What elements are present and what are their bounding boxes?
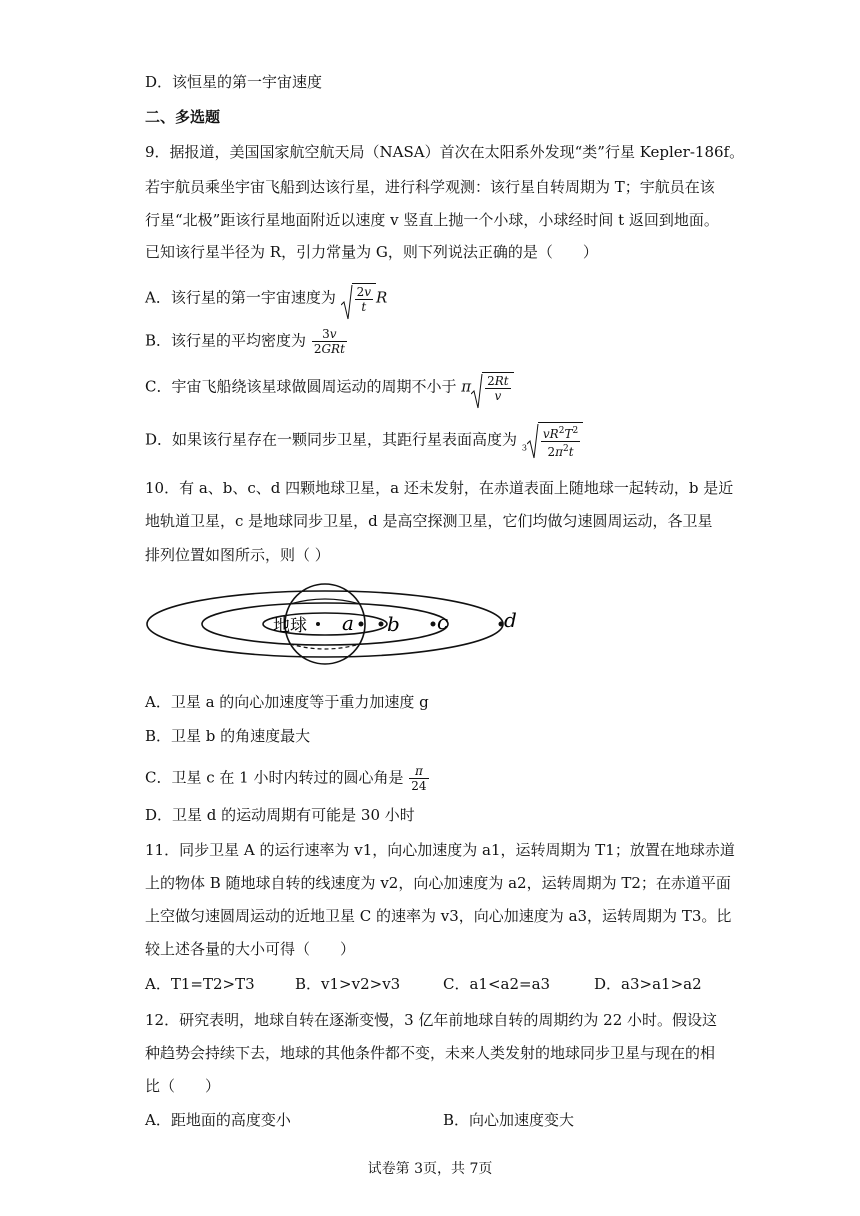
q9-stem-line-4: 已知该行星半径为 R，引力常量为 G，则下列说法正确的是（ ） [145,243,598,261]
q10-option-a: A．卫星 a 的向心加速度等于重力加速度 g [145,693,429,711]
q11-stem-line-3: 上空做匀速圆周运动的近地卫星 C 的速率为 v3，向心加速度为 a3，运转周期为 T3。比 [145,907,732,925]
q12-option-a: A．距地面的高度变小 [145,1111,291,1129]
page-footer: 试卷第 3页，共 7页 [367,1161,493,1177]
q10-option-c [145,764,430,793]
orbit-c [202,603,448,645]
q10-stem-line-3: 排列位置如图所示，则（ ） [145,546,330,564]
satellite-c-label: c [437,610,449,634]
q9-stem-line-2: 若宇航员乘坐宇宙飞船到达该行星，进行科学观测：该行星自转周期为 T；宇航员在该 [145,178,715,196]
q9-stem-line-3: 行星“北极”距该行星地面附近以速度 v 竖直上抛一个小球，小球经时间 t 返回到地面。 [145,211,719,229]
q11-stem-line-4: 较上述各量的大小可得（ ） [145,940,356,958]
q9-option-d-text: D．如果该行星存在一颗同步卫星，其距行星表面高度为 [145,430,518,449]
q10-stem-line-1: 10．有 a、b、c、d 四颗地球卫星，a 还未发射，在赤道表面上随地球一起转动，b 是近 [145,479,734,497]
q9-option-c-formula: $\frac{2Rt}{v}$ [471,372,514,403]
q11-stem-line-1: 11．同步卫星 A 的运行速率为 v1，向心加速度为 a1，运转周期为 T1；放置在地球赤道 [145,841,735,859]
q10-option-c-formula: $\frac{\pi}{24}$ [411,764,427,793]
q9-option-b-formula: $\frac{3v}{\text{2GRt}}$ [313,327,345,356]
orbit-d [147,591,503,657]
q9-option-b [145,327,348,356]
q9-option-c: C．宇宙飞船绕该星球做圆周运动的周期不小于 π $\frac{2Rt}{v}$ [145,372,514,403]
satellite-a-label: a [342,611,354,635]
q9-option-d-formula: $\frac{vR^2T^2}{2\pi^2t}$ [527,422,583,459]
q11-stem-line-2: 上的物体 B 随地球自转的线速度为 v2，向心加速度为 a2，运转周期为 T2；在赤道平面 [145,874,731,892]
q10-option-b: B．卫星 b 的角速度最大 [145,727,311,745]
q9-option-a-formula: $\frac{2v}{t}$ [341,283,376,314]
q9-option-b-text: B．该行星的平均密度为 [145,331,307,350]
q11-option-d: D．a3>a1>a2 [594,975,702,993]
satellite-b-label: b [387,612,400,636]
q10-option-d: D．卫星 d 的运动周期有可能是 30 小时 [145,806,415,824]
q9-option-a-text: A．该行星的第一宇宙速度为 [145,288,336,307]
q12-stem-line-1: 12．研究表明，地球自转在逐渐变慢，3 亿年前地球自转的周期约为 22 小时。假设这 [145,1011,718,1029]
q12-stem-line-2: 种趋势会持续下去，地球的其他条件都不变，未来人类发射的地球同步卫星与现在的相 [145,1044,716,1062]
q10-stem-line-2: 地轨道卫星，c 是地球同步卫星，d 是高空探测卫星，它们均做匀速圆周运动，各卫星 [145,512,713,530]
q10-orbit-diagram [145,582,525,682]
q10-option-c-text: C．卫星 c 在 1 小时内转过的圆心角是 [145,768,404,787]
q9-option-d: D．如果该行星存在一颗同步卫星，其距行星表面高度为 $^3$ $\frac{vR^2T^2}{2\pi^2t}$ [145,422,583,459]
q12-stem-line-3: 比（ ） [145,1077,221,1095]
q11-option-a: A．T1=T2>T3 [145,975,255,993]
q8-option-d: D．该恒星的第一宇宙速度 [145,73,323,91]
earth-label: 地球 [273,616,307,636]
q9-option-a: A．该行星的第一宇宙速度为 $\frac{2v}{t}$ R [145,283,387,314]
q11-option-c: C．a1<a2=a3 [443,975,551,993]
q9-stem-line-1: 9．据报道，美国国家航空航天局（NASA）首次在太阳系外发现“类”行星 Kepler-186f。 [145,143,745,161]
section-title-multi-choice: 二、多选题 [145,108,221,126]
q11-option-b: B．v1>v2>v3 [295,975,401,993]
q12-option-b: B．向心加速度变大 [443,1111,575,1129]
satellite-d-label: d [504,608,517,632]
q9-option-c-text: C．宇宙飞船绕该星球做圆周运动的周期不小于 [145,377,457,396]
